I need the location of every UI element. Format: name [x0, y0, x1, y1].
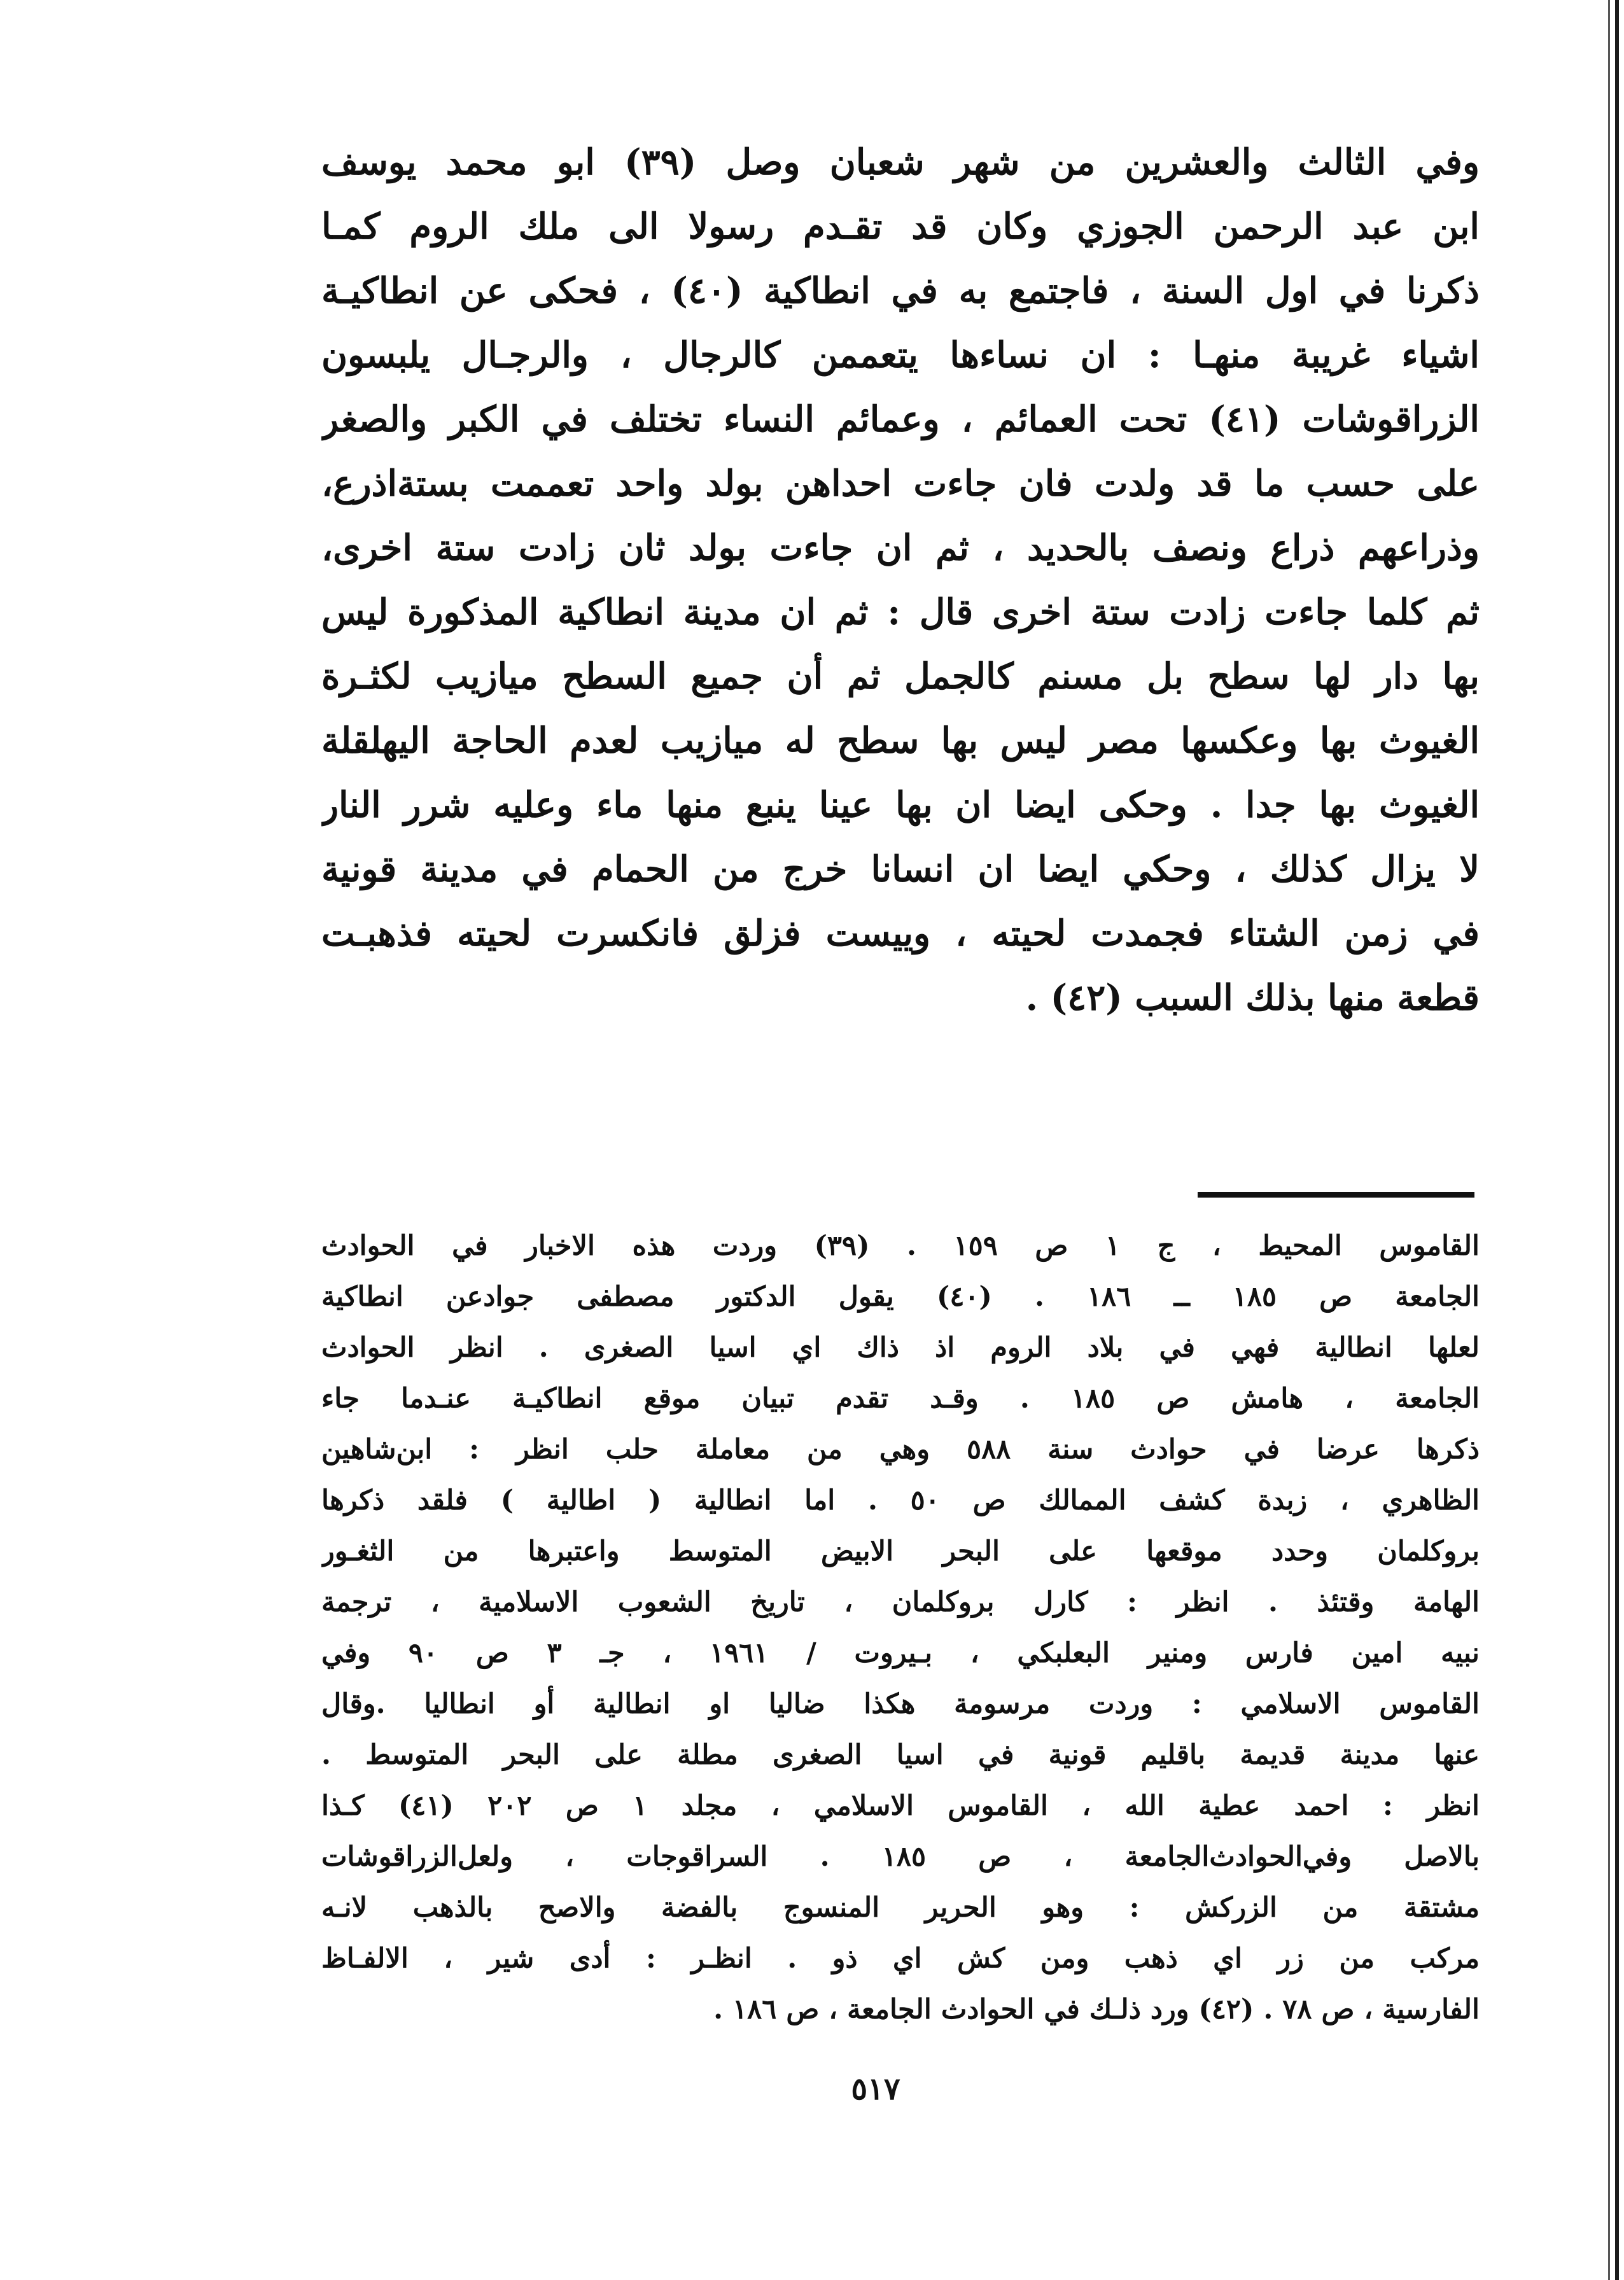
footnote-line-1: القاموس المحيط ، ج ١ ص ١٥٩ . (٣٩) وردت هذه الاخبار في الحوادث [321, 1230, 1480, 1262]
main-line-4: اشياء غريبة منهـا : ان نساءها يتعممن كالرجال ، والرجـال يلبسون [321, 334, 1480, 376]
footnote-line-9: نبيه امين فارس ومنير البعلبكي ، بـيروت / ١٩٦١ ، جـ ٣ ص ٩٠ وفي [321, 1637, 1480, 1669]
footnote-line-10: القاموس الاسلامي : وردت مرسومة هكذا ضاليا او انطالية أو انطاليا .وقال [321, 1688, 1480, 1720]
footnote-line-13: بالاصل وفي‌الحوادث‌الجامعة ، ص ١٨٥ . السراقوجات ، ولعل‌الزراقوشات [321, 1841, 1480, 1873]
footnote-line-11: عنها مدينة قديمة باقليم قونية في اسيا الصغرى مطلة على البحر المتوسط . [321, 1739, 1480, 1771]
main-line-12: لا يزال كذلك ، وحكي ايضا ان انسانا خرج من الحمام في مدينة قونية [321, 848, 1480, 890]
main-line-1: وفي الثالث والعشرين من شهر شعبان وصل (٣٩) ابو محمد يوسف [321, 141, 1480, 183]
main-line-11: الغيوث بها جدا . وحكى ايضا ان بها عينا ينبع منها ماء وعليه شرر النار [321, 784, 1480, 826]
footnote-separator-rule [1198, 1192, 1474, 1198]
main-line-10: الغيوث بها وعكسها مصر ليس بها سطح له ميازيب لعدم الحاجة اليهلقلة [321, 720, 1480, 762]
footnote-line-15: مركب من زر اي ذهب ومن كش اي ذو . انظـر : أدى شير ، الالفـاظ [321, 1943, 1480, 1975]
main-line-3: ذكرنا في اول السنة ، فاجتمع به في انطاكية (٤٠) ، فحكى عن انطاكيـة [321, 270, 1480, 312]
footnote-line-5: ذكرها عرضا في حوادث سنة ٥٨٨ وهي من معاملة حلب انظر : ابن‌شاهين [321, 1434, 1480, 1465]
main-line-13: في زمن الشتاء فجمدت لحيته ، وييست فزلق فانكسرت لحيته فذهبـت [321, 913, 1480, 955]
main-line-14: قطعة منها بذلك السبب (٤٢) . [1025, 977, 1480, 1019]
main-line-8: ثم كلما جاءت زادت ستة اخرى قال : ثم ان مدينة انطاكية المذكورة ليس [321, 591, 1480, 633]
footnote-line-3: لعلها انطالية فهي في بلاد الروم اذ ذاك اي اسيا الصغرى . انظر الحوادث [321, 1332, 1480, 1364]
footnote-line-12: انظر : احمد عطية الله ، القاموس الاسلامي ، مجلد ١ ص ٢٠٢ (٤١) كـذا [321, 1790, 1480, 1822]
main-line-5: الزراقوشات (٤١) تحت العمائم ، وعمائم النساء تختلف في الكبر والصغر [321, 398, 1480, 440]
footnote-line-6: الظاهري ، زبدة كشف الممالك ص ٥٠ . اما انطالية ( اطالية ) فلقد ذكرها [321, 1485, 1480, 1516]
main-line-9: بها دار لها سطح بل مسنم كالجمل ثم أن جميع السطح ميازيب لكثـرة [321, 655, 1480, 697]
main-body-text [321, 130, 1480, 1030]
page-edge-shadow [1608, 0, 1610, 2280]
footnote-line-4: الجامعة ، هامش ص ١٨٥ . وقـد تقدم تبيان موقع انطاكيـة عنـدما جاء [321, 1383, 1480, 1415]
main-line-7: وذراعهم ذراع ونصف بالحديد ، ثم ان جاءت بولد ثان زادت ستة اخرى، [321, 527, 1480, 569]
main-line-6: على حسب ما قد ولدت فان جاءت احداهن بولد واحد تعممت بستةاذرع، [321, 463, 1480, 505]
main-line-2: ابن عبد الرحمن الجوزي وكان قد تقـدم رسولا الى ملك الروم كمـا [321, 206, 1480, 248]
page-edge-border [1615, 0, 1619, 2280]
footnote-line-7: بروكلمان وحدد موقعها على البحر الابيض المتوسط واعتبرها من الثغـور [321, 1535, 1480, 1567]
footnotes-block [321, 1220, 1480, 2035]
footnote-line-16: الفارسية ، ص ٧٨ . (٤٢) ورد ذلـك في الحوادث الجامعة ، ص ١٨٦ . [713, 1994, 1480, 2025]
footnote-line-14: مشتقة من الزركش : وهو الحرير المنسوج بالفضة والاصح بالذهب لانـه [321, 1892, 1480, 1924]
footnote-line-2: الجامعة ص ١٨٥ ــ ١٨٦ . (٤٠) يقول الدكتور مصطفى جوادعن انطاكية [321, 1281, 1480, 1313]
page-number: ٥١٧ [851, 2071, 900, 2107]
footnote-line-8: الهامة وقتئذ . انظر : كارل بروكلمان ، تاريخ الشعوب الاسلامية ، ترجمة [321, 1586, 1480, 1618]
